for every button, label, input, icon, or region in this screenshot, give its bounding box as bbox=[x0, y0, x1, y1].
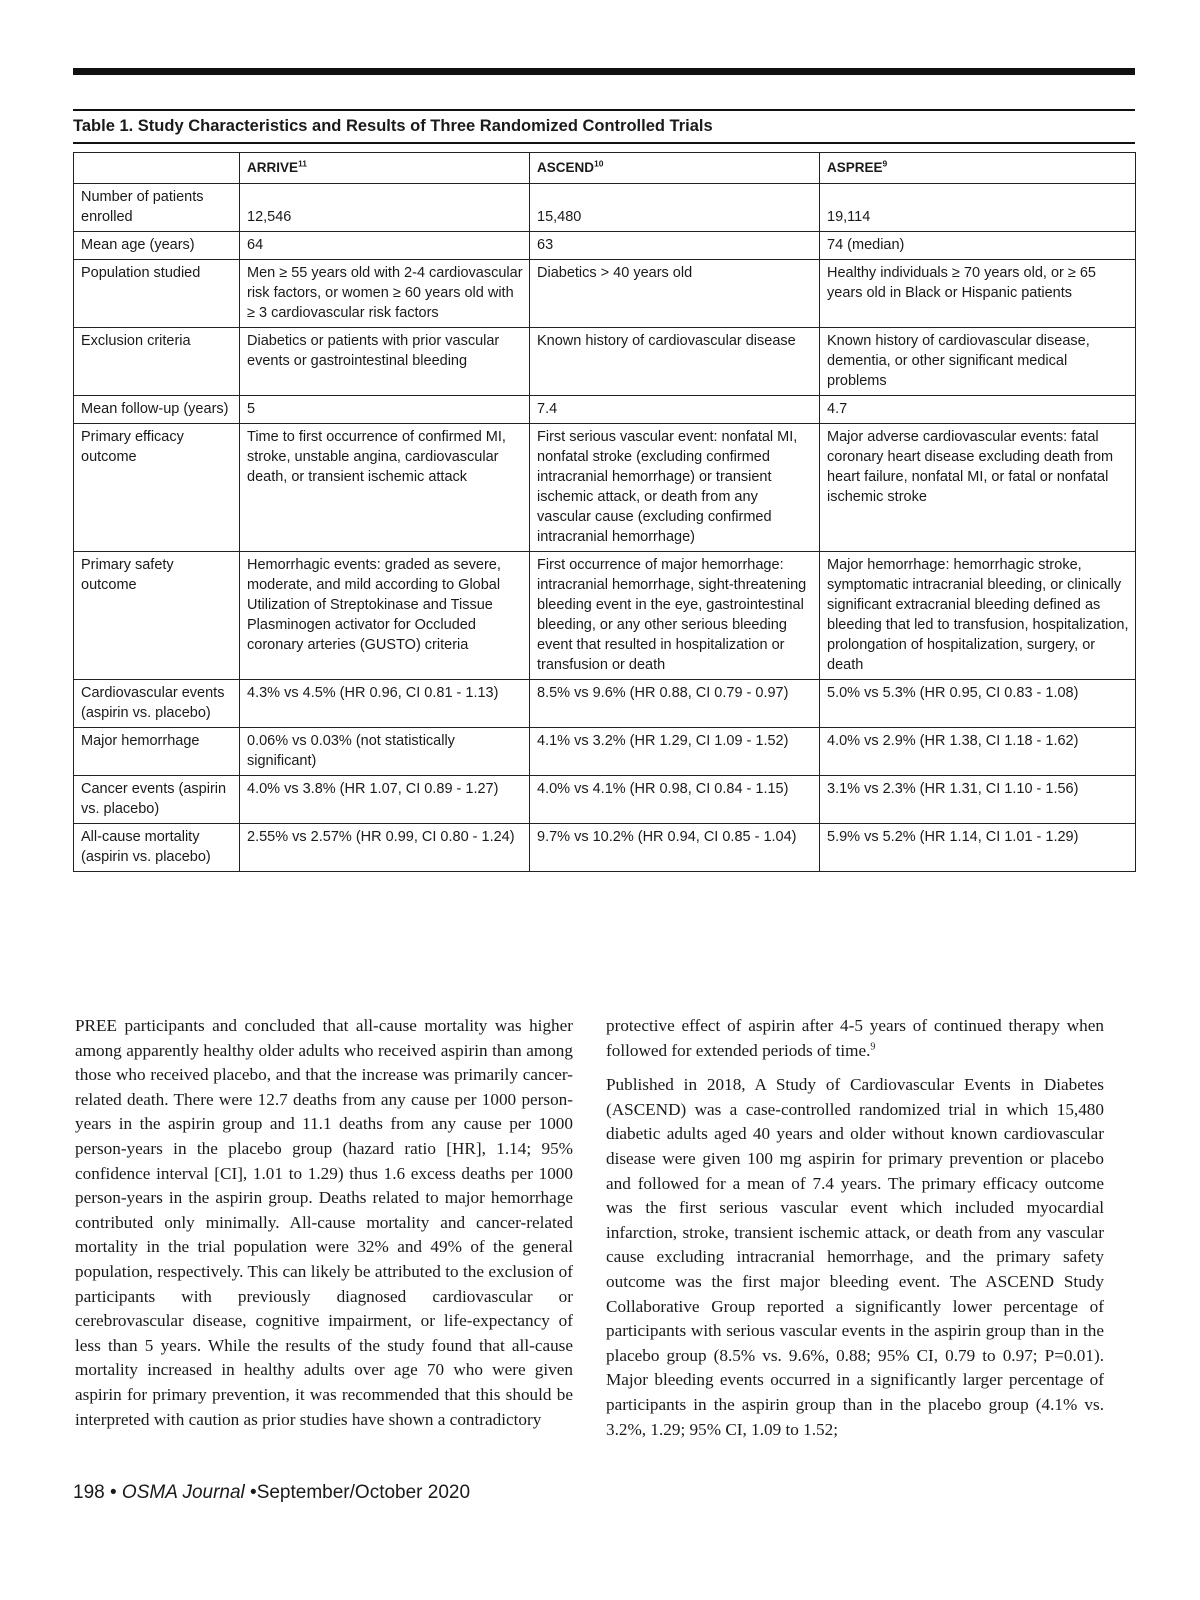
table-row bbox=[74, 424, 1136, 552]
row-label: All-cause mortality (aspirin vs. placebo) bbox=[74, 824, 240, 872]
table-cell: 4.0% vs 2.9% (HR 1.38, CI 1.18 - 1.62) bbox=[820, 728, 1136, 776]
table-cell: 63 bbox=[530, 232, 820, 260]
row-label: Exclusion criteria bbox=[74, 328, 240, 396]
table-cell: 7.4 bbox=[530, 396, 820, 424]
table-cell: 4.0% vs 4.1% (HR 0.98, CI 0.84 - 1.15) bbox=[530, 776, 820, 824]
table-row bbox=[74, 824, 1136, 872]
title-rule bbox=[73, 109, 1135, 111]
table-cell: Healthy individuals ≥ 70 years old, or ≥ 65 years old in Black or Hispanic patients bbox=[820, 260, 1136, 328]
table-cell: Diabetics or patients with prior vascular events or gastrointestinal bleeding bbox=[240, 328, 530, 396]
table-cell: 12,546 bbox=[240, 184, 530, 232]
table-cell: 0.06% vs 0.03% (not statistically significant) bbox=[240, 728, 530, 776]
header-aspree: ASPREE$^9$ bbox=[820, 153, 1136, 184]
table-cell: Major adverse cardiovascular events: fatal coronary heart disease excluding death from heart failure, nonfatal MI, or fatal or nonfatal ischemic stroke bbox=[820, 424, 1136, 552]
table-cell: 4.0% vs 3.8% (HR 1.07, CI 0.89 - 1.27) bbox=[240, 776, 530, 824]
row-label: Cancer events (aspirin vs. placebo) bbox=[74, 776, 240, 824]
table-cell: Diabetics > 40 years old bbox=[530, 260, 820, 328]
table-cell: Major hemorrhage: hemorrhagic stroke, symptomatic intracranial bleeding, or clinically significant extracranial bleeding defined as bleeding that led to transfusion, hospitalization, prolongation of hospitalization, surgery, or death bbox=[820, 552, 1136, 680]
table-cell: Known history of cardiovascular disease, dementia, or other significant medical problems bbox=[820, 328, 1136, 396]
table-cell: 8.5% vs 9.6% (HR 0.88, CI 0.79 - 0.97) bbox=[530, 680, 820, 728]
table-cell: 4.1% vs 3.2% (HR 1.29, CI 1.09 - 1.52) bbox=[530, 728, 820, 776]
table-row bbox=[74, 680, 1136, 728]
row-label: Primary efficacy outcome bbox=[74, 424, 240, 552]
table-row bbox=[74, 328, 1136, 396]
table-cell: First serious vascular event: nonfatal MI, nonfatal stroke (excluding confirmed intracranial hemorrhage) or transient ischemic attack, or death from any vascular cause (excluding confirmed intracranial hemorrhage) bbox=[530, 424, 820, 552]
table-cell: 19,114 bbox=[820, 184, 1136, 232]
body-text: protective effect of aspirin after 4-5 years of continued therapy when followed for extended periods of time. bbox=[606, 1016, 1104, 1060]
table-cell: First occurrence of major hemorrhage: intracranial hemorrhage, sight-threatening bleeding event in the eye, gastrointestinal bleeding, or any other serious bleeding event that resulted in hospitalization or transfusion or death bbox=[530, 552, 820, 680]
table-cell: 2.55% vs 2.57% (HR 0.99, CI 0.80 - 1.24) bbox=[240, 824, 530, 872]
row-label: Major hemorrhage bbox=[74, 728, 240, 776]
row-label: Number of patients enrolled bbox=[74, 184, 240, 232]
table-row bbox=[74, 552, 1136, 680]
page-number: 198 • bbox=[73, 1482, 122, 1503]
page-footer bbox=[73, 1482, 470, 1504]
table-cell: Time to first occurrence of confirmed MI, stroke, unstable angina, cardiovascular death, or transient ischemic attack bbox=[240, 424, 530, 552]
table-cell: 5.0% vs 5.3% (HR 0.95, CI 0.83 - 1.08) bbox=[820, 680, 1136, 728]
table-cell: 15,480 bbox=[530, 184, 820, 232]
row-label: Population studied bbox=[74, 260, 240, 328]
row-label: Primary safety outcome bbox=[74, 552, 240, 680]
table-row bbox=[74, 728, 1136, 776]
row-label: Mean follow-up (years) bbox=[74, 396, 240, 424]
row-label: Cardiovascular events (aspirin vs. placebo) bbox=[74, 680, 240, 728]
header-ascend: ASCEND$^{10}$ bbox=[530, 153, 820, 184]
body-column-left bbox=[75, 1014, 573, 1442]
table-header-row bbox=[74, 153, 1136, 184]
issue-date: •September/October 2020 bbox=[244, 1482, 471, 1503]
table-cell: 64 bbox=[240, 232, 530, 260]
table-cell: 5 bbox=[240, 396, 530, 424]
table-cell: 74 (median) bbox=[820, 232, 1136, 260]
table-cell: Men ≥ 55 years old with 2-4 cardiovascular risk factors, or women ≥ 60 years old with ≥ 3 cardiovascular risk factors bbox=[240, 260, 530, 328]
table-cell: 5.9% vs 5.2% (HR 1.14, CI 1.01 - 1.29) bbox=[820, 824, 1136, 872]
table-cell: Known history of cardiovascular disease bbox=[530, 328, 820, 396]
table-cell: 4.3% vs 4.5% (HR 0.96, CI 0.81 - 1.13) bbox=[240, 680, 530, 728]
body-paragraph: Published in 2018, A Study of Cardiovascular Events in Diabetes (ASCEND) was a case-controlled randomized trial in which 15,480 diabetic adults aged 40 years and older without known cardiovascular disease were given 100 mg aspirin for primary prevention or placebo and followed for a mean of 7.4 years. The primary efficacy outcome was the first serious vascular event which included myocardial infarction, stroke, transient ischemic attack, or death from any vascular cause excluding intracranial hemorrhage, and the primary safety outcome was the first major bleeding event. The ASCEND Study Collaborative Group reported a significantly lower percentage of participants with serious vascular events in the aspirin group than in the placebo group (8.5% vs. 9.6%, 0.88; 95% CI, 0.79 to 0.97; P=0.01). Major bleeding events occurred in a significantly larger percentage of participants in the aspirin group than in the placebo group (4.1% vs. 3.2%, 1.29; 95% CI, 1.09 to 1.52; bbox=[606, 1075, 1104, 1439]
table-cell: 9.7% vs 10.2% (HR 0.94, CI 0.85 - 1.04) bbox=[530, 824, 820, 872]
table-cell: 4.7 bbox=[820, 396, 1136, 424]
header-empty bbox=[74, 153, 240, 184]
study-table bbox=[73, 152, 1136, 872]
row-label: Mean age (years) bbox=[74, 232, 240, 260]
body-paragraph bbox=[606, 1014, 1104, 1063]
top-rule bbox=[73, 68, 1135, 75]
header-arrive: ARRIVE$^{11}$ bbox=[240, 153, 530, 184]
table-title: Table 1. Study Characteristics and Results of Three Randomized Controlled Trials bbox=[73, 117, 1135, 144]
table-row bbox=[74, 396, 1136, 424]
body-column-right bbox=[606, 1014, 1104, 1452]
reference-marker: 9 bbox=[870, 1040, 876, 1052]
table-cell: Hemorrhagic events: graded as severe, moderate, and mild according to Global Utilization of Streptokinase and Tissue Plasminogen activator for Occluded coronary arteries (GUSTO) criteria bbox=[240, 552, 530, 680]
table-cell: 3.1% vs 2.3% (HR 1.31, CI 1.10 - 1.56) bbox=[820, 776, 1136, 824]
table-row bbox=[74, 776, 1136, 824]
table-row bbox=[74, 184, 1136, 232]
journal-name: OSMA Journal bbox=[121, 1482, 245, 1503]
body-paragraph: PREE participants and concluded that all-cause mortality was higher among apparently healthy older adults who received aspirin than among those who received placebo, and that the increase was primarily cancer-related death. There were 12.7 deaths from any cause per 1000 person-years in the aspirin group and 11.1 deaths from any cause per 1000 person-years in the placebo group (hazard ratio [HR], 1.14; 95% confidence interval [CI], 1.01 to 1.29) thus 1.6 excess deaths per 1000 person-years in the aspirin group. Deaths related to major hemorrhage contributed only minimally. All-cause mortality and cancer-related mortality in the trial population were 32% and 49% of the general population, respectively. This can likely be attributed to the exclusion of participants with previously diagnosed cardiovascular or cerebrovascular disease, cognitive impairment, or life-expectancy of less than 5 years. While the results of the study found that all-cause mortality increased in healthy adults over age 70 who were given aspirin for primary prevention, it was recommended that this should be interpreted with caution as prior studies have shown a contradictory bbox=[75, 1016, 573, 1429]
table-row bbox=[74, 232, 1136, 260]
table-row bbox=[74, 260, 1136, 328]
